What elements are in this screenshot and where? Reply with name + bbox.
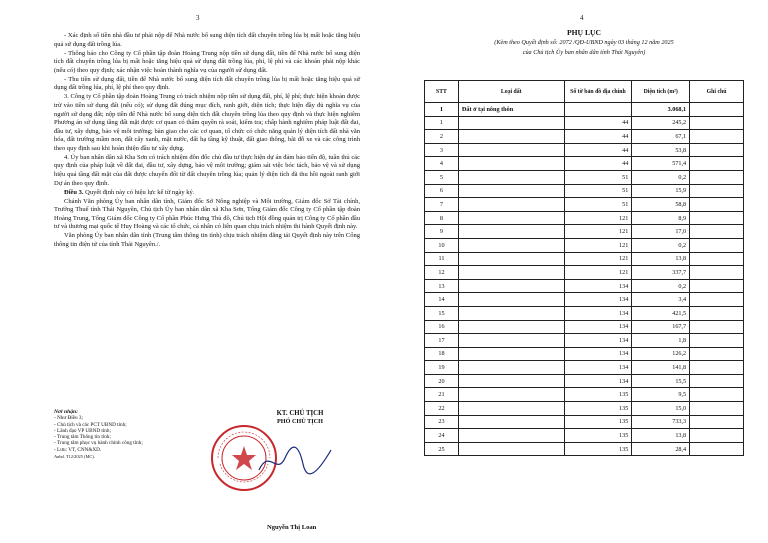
paragraph: 4. Ủy ban nhân dân xã Kha Sơn có trách nhiệm đôn đốc chủ đầu tư thực hiện dự án đảm bảo tiến độ, tuân thủ các quy định của pháp luật về đất đai, đầu tư, xây dựng, bảo vệ môi trường; giám sát việc bóc tách, bảo vệ và sử dụng hiệu quả tầng đất mặt của đất được chuyển đổi từ đất chuyên trồng lúa; quản lý diện tích đã thu hồi ngoài ranh giới Dự án theo quy định. bbox=[54, 153, 360, 187]
cell-land-type bbox=[458, 306, 564, 320]
cell-stt: 23 bbox=[425, 415, 459, 429]
cell-land-type bbox=[458, 266, 564, 280]
cell-land-type bbox=[458, 279, 564, 293]
cell-area: 28,4 bbox=[632, 442, 690, 456]
appendix-subtitle-line2: của Chủ tịch Ủy ban nhân dân tỉnh Thái Nguyên) bbox=[522, 49, 646, 56]
cell-note bbox=[690, 198, 744, 212]
cell-map-sheet: 134 bbox=[564, 306, 632, 320]
cell-note bbox=[690, 103, 744, 117]
table-row bbox=[425, 225, 744, 239]
cell-stt: 25 bbox=[425, 442, 459, 456]
decision-body bbox=[54, 32, 360, 250]
cell-land-type bbox=[458, 293, 564, 307]
cell-land-type bbox=[458, 320, 564, 334]
cell-note bbox=[690, 238, 744, 252]
header-map-sheet: Số tờ bản đồ địa chính bbox=[564, 81, 632, 103]
cell-land-type bbox=[458, 170, 564, 184]
cell-land-type bbox=[458, 184, 564, 198]
cell-area: 15,0 bbox=[632, 402, 690, 416]
cell-map-sheet: 121 bbox=[564, 266, 632, 280]
article-3-text: Quyết định này có hiệu lực kể từ ngày ký. bbox=[83, 188, 195, 196]
appendix-title: PHỤ LỤC bbox=[567, 28, 601, 37]
cell-land-type bbox=[458, 211, 564, 225]
cell-note bbox=[690, 361, 744, 375]
cell-note bbox=[690, 225, 744, 239]
cell-note bbox=[690, 402, 744, 416]
cell-map-sheet: 51 bbox=[564, 198, 632, 212]
recipient-item: - Lãnh đạo VP UBND tỉnh; bbox=[54, 427, 111, 434]
table-row bbox=[425, 211, 744, 225]
table-row bbox=[425, 388, 744, 402]
table-row bbox=[425, 130, 744, 144]
cell-map-sheet: 135 bbox=[564, 429, 632, 443]
cell-land-type bbox=[458, 116, 564, 130]
recipient-item: - Trung tâm phục vụ hành chính công tỉnh; bbox=[54, 440, 143, 447]
cell-stt: 4 bbox=[425, 157, 459, 171]
cell-note bbox=[690, 334, 744, 348]
recipient-item: - Chủ tịch và các PCT UBND tỉnh; bbox=[54, 421, 127, 428]
recipients-note: Anhd. T12/2025 (MC). bbox=[54, 454, 95, 460]
table-row bbox=[425, 442, 744, 456]
table-header-row bbox=[425, 81, 744, 103]
cell-map-sheet: 51 bbox=[564, 170, 632, 184]
cell-note bbox=[690, 388, 744, 402]
cell-map-sheet: 135 bbox=[564, 442, 632, 456]
cell-land-type bbox=[458, 157, 564, 171]
cell-note bbox=[690, 429, 744, 443]
cell-stt: 9 bbox=[425, 225, 459, 239]
cell-stt: 18 bbox=[425, 347, 459, 361]
paragraph: 3. Công ty Cổ phần tập đoàn Hoàng Trung có trách nhiệm nộp tiền sử dụng đất, phí, lệ phí; thực hiện khoản được trừ vào tiền sử dụng đất (nếu có); sử dụng đất đúng mục đích, ranh giới, diện tích; thực hiện đầy đủ nghĩa vụ của người sử dụng đất; nộp tiền để Nhà nước bổ sung diện tích đất chuyên trồng lúa theo quy định và thực hiện nghiêm Phương án sử dụng tầng đất mặt được cơ quan có thẩm quyền rà soát, kiểm tra; chấp hành nghiêm pháp luật đất đai, đầu tư, xây dựng, bảo vệ môi trường; bàn giao cho các cơ quan, tổ chức có chức năng quản lý diện tích đất nhà văn hóa, đất trường mầm non, đất cây xanh, mặt nước, đất hạ tầng kỹ thuật, đất giao thông, bãi đỗ xe và các công trình theo quy định sau khi hoàn thiện đầu tư xây dựng. bbox=[54, 93, 360, 152]
cell-stt: 19 bbox=[425, 361, 459, 375]
paragraph: - Thông báo cho Công ty Cổ phần tập đoàn Hoàng Trung nộp tiền sử dụng đất, tiền để Nhà nước bổ sung diện tích đất chuyên trồng lúa bị mất hoặc tăng hiệu quả sử dụng đất trồng lúa, phí, lệ phí và các khoản phải nộp khác (nếu có) theo quy định; xác nhận việc hoàn thành nghĩa vụ của người sử dụng đất. bbox=[54, 49, 360, 74]
recipients-block bbox=[54, 409, 224, 460]
table-row bbox=[425, 252, 744, 266]
cell-stt: 3 bbox=[425, 143, 459, 157]
table-row bbox=[425, 347, 744, 361]
table-row bbox=[425, 116, 744, 130]
cell-area: 3.068,1 bbox=[632, 103, 690, 117]
cell-stt: 20 bbox=[425, 374, 459, 388]
cell-note bbox=[690, 130, 744, 144]
cell-map-sheet: 44 bbox=[564, 143, 632, 157]
page-number: 3 bbox=[196, 14, 200, 22]
cell-area: 13,8 bbox=[632, 252, 690, 266]
cell-note bbox=[690, 211, 744, 225]
cell-area: 9,5 bbox=[632, 388, 690, 402]
cell-map-sheet bbox=[564, 103, 632, 117]
table-row bbox=[425, 415, 744, 429]
cell-area: 245,2 bbox=[632, 116, 690, 130]
header-area: Diện tích (m²) bbox=[632, 81, 690, 103]
table-row bbox=[425, 361, 744, 375]
cell-map-sheet: 134 bbox=[564, 320, 632, 334]
cell-map-sheet: 134 bbox=[564, 279, 632, 293]
paragraph: Chánh Văn phòng Ủy ban nhân dân tỉnh, Giám đốc Sở Nông nghiệp và Môi trường, Giám đốc Sở Tài chính, Trưởng Thuế tỉnh Thái Nguyên, Chủ tịch Ủy ban nhân dân xã Kha Sơn, Tổng Giám đốc Công ty Cổ phần tập đoàn Hoàng Trung, Tổng Giám đốc Công ty Cổ phần Phúc Hưng Thủ đô, Chủ tịch Hội đồng quản trị Công ty Cổ phần đầu tư và thương mại quốc tế Huy Hoàng và các tổ chức, cá nhân có liên quan chịu trách nhiệm thi hành Quyết định này. bbox=[54, 197, 360, 231]
table-summary-row bbox=[425, 103, 744, 117]
cell-land-type bbox=[458, 143, 564, 157]
cell-area: 58,8 bbox=[632, 198, 690, 212]
cell-map-sheet: 134 bbox=[564, 347, 632, 361]
cell-note bbox=[690, 170, 744, 184]
cell-area: 571,4 bbox=[632, 157, 690, 171]
cell-area: 1,8 bbox=[632, 334, 690, 348]
appendix-subtitle-line1: (Kèm theo Quyết định số: 2072 /QĐ-UBND ngày 03 tháng 12 năm 2025 bbox=[494, 39, 674, 46]
document-page-4 bbox=[384, 0, 768, 543]
cell-stt: 5 bbox=[425, 170, 459, 184]
cell-stt: 14 bbox=[425, 293, 459, 307]
cell-land-type bbox=[458, 252, 564, 266]
cell-stt: 13 bbox=[425, 279, 459, 293]
cell-map-sheet: 51 bbox=[564, 184, 632, 198]
cell-land-type bbox=[458, 402, 564, 416]
cell-area: 15,9 bbox=[632, 184, 690, 198]
cell-area: 167,7 bbox=[632, 320, 690, 334]
cell-area: 13,8 bbox=[632, 429, 690, 443]
cell-area: 67,1 bbox=[632, 130, 690, 144]
cell-area: 733,3 bbox=[632, 415, 690, 429]
cell-note bbox=[690, 266, 744, 280]
cell-map-sheet: 135 bbox=[564, 388, 632, 402]
cell-note bbox=[690, 116, 744, 130]
cell-stt: 12 bbox=[425, 266, 459, 280]
cell-land-type bbox=[458, 429, 564, 443]
header-note: Ghi chú bbox=[690, 81, 744, 103]
cell-stt: 7 bbox=[425, 198, 459, 212]
table-row bbox=[425, 238, 744, 252]
paragraph: Văn phòng Ủy ban nhân dân tỉnh (Trung tâm thông tin tỉnh) chịu trách nhiệm đăng tải Quyết định này trên Cổng thông tin điện tử của tỉnh Thái Nguyên./. bbox=[54, 232, 360, 248]
cell-stt: 16 bbox=[425, 320, 459, 334]
cell-map-sheet: 44 bbox=[564, 130, 632, 144]
cell-note bbox=[690, 442, 744, 456]
table-row bbox=[425, 293, 744, 307]
cell-note bbox=[690, 143, 744, 157]
cell-land-type bbox=[458, 415, 564, 429]
cell-map-sheet: 121 bbox=[564, 238, 632, 252]
cell-map-sheet: 134 bbox=[564, 293, 632, 307]
cell-stt: I bbox=[425, 103, 459, 117]
cell-stt: 11 bbox=[425, 252, 459, 266]
cell-area: 141,8 bbox=[632, 361, 690, 375]
table-row bbox=[425, 266, 744, 280]
cell-area: 17,0 bbox=[632, 225, 690, 239]
recipient-item: - Như Điều 3; bbox=[54, 415, 83, 422]
appendix-header bbox=[424, 28, 744, 57]
cell-map-sheet: 121 bbox=[564, 252, 632, 266]
cell-area: 15,5 bbox=[632, 374, 690, 388]
table-row bbox=[425, 334, 744, 348]
paragraph: - Xác định số tiền nhà đầu tư phải nộp để Nhà nước bổ sung diện tích đất chuyên trồng lúa bị mất hoặc tăng hiệu quả sử dụng đất trồng lúa. bbox=[54, 32, 360, 48]
table-row bbox=[425, 306, 744, 320]
cell-land-type bbox=[458, 334, 564, 348]
cell-stt: 1 bbox=[425, 116, 459, 130]
recipient-item: - Trung tâm Thông tin tỉnh; bbox=[54, 434, 111, 441]
cell-map-sheet: 121 bbox=[564, 225, 632, 239]
signature-subtitle: PHÓ CHỦ TỊCH bbox=[277, 418, 323, 425]
cell-land-type bbox=[458, 361, 564, 375]
cell-area: 0,2 bbox=[632, 279, 690, 293]
paragraph: - Thu tiền sử dụng đất, tiền để Nhà nước bổ sung diện tích đất chuyên trồng lúa bị mất hoặc tăng hiệu quả sử dụng đất trồng lúa, phí, lệ phí theo quy định. bbox=[54, 75, 360, 92]
cell-note bbox=[690, 252, 744, 266]
table-row bbox=[425, 320, 744, 334]
cell-stt: 24 bbox=[425, 429, 459, 443]
recipients-heading: Nơi nhận: bbox=[54, 409, 78, 415]
signature-block bbox=[215, 410, 385, 531]
cell-stt: 10 bbox=[425, 238, 459, 252]
cell-map-sheet: 134 bbox=[564, 334, 632, 348]
cell-area: 0,2 bbox=[632, 238, 690, 252]
cell-area: 53,8 bbox=[632, 143, 690, 157]
cell-note bbox=[690, 415, 744, 429]
cell-stt: 6 bbox=[425, 184, 459, 198]
table-row bbox=[425, 184, 744, 198]
table-row bbox=[425, 157, 744, 171]
table-row bbox=[425, 143, 744, 157]
cell-land-type bbox=[458, 238, 564, 252]
cell-area: 0,2 bbox=[632, 170, 690, 184]
cell-map-sheet: 135 bbox=[564, 415, 632, 429]
signature-icon bbox=[255, 440, 335, 480]
article-3-label: Điều 3. bbox=[64, 188, 84, 196]
cell-area: 3,4 bbox=[632, 293, 690, 307]
cell-land-type bbox=[458, 198, 564, 212]
table-row bbox=[425, 374, 744, 388]
cell-note bbox=[690, 184, 744, 198]
cell-area: 126,2 bbox=[632, 347, 690, 361]
recipient-item: - Lưu: VT, CNN&XD. bbox=[54, 446, 102, 453]
cell-stt: 21 bbox=[425, 388, 459, 402]
cell-map-sheet: 135 bbox=[564, 402, 632, 416]
cell-stt: 8 bbox=[425, 211, 459, 225]
cell-map-sheet: 134 bbox=[564, 361, 632, 375]
cell-note bbox=[690, 157, 744, 171]
cell-map-sheet: 134 bbox=[564, 374, 632, 388]
cell-land-type bbox=[458, 347, 564, 361]
cell-stt: 22 bbox=[425, 402, 459, 416]
cell-stt: 2 bbox=[425, 130, 459, 144]
cell-area: 421,5 bbox=[632, 306, 690, 320]
land-area-table bbox=[424, 80, 744, 456]
cell-map-sheet: 44 bbox=[564, 157, 632, 171]
cell-land-type bbox=[458, 388, 564, 402]
signer-name: Nguyễn Thị Loan bbox=[267, 524, 317, 531]
cell-area: 8,9 bbox=[632, 211, 690, 225]
cell-note bbox=[690, 279, 744, 293]
header-stt: STT bbox=[425, 81, 459, 103]
cell-note bbox=[690, 320, 744, 334]
table-row bbox=[425, 198, 744, 212]
table-row bbox=[425, 402, 744, 416]
cell-note bbox=[690, 306, 744, 320]
page-number: 4 bbox=[580, 14, 584, 22]
cell-note bbox=[690, 347, 744, 361]
table-row bbox=[425, 429, 744, 443]
cell-land-type bbox=[458, 374, 564, 388]
article-3 bbox=[54, 189, 360, 198]
cell-land-type bbox=[458, 442, 564, 456]
cell-land-type: Đất ở tại nông thôn bbox=[458, 103, 564, 117]
cell-area: 337,7 bbox=[632, 266, 690, 280]
cell-note bbox=[690, 374, 744, 388]
cell-map-sheet: 121 bbox=[564, 211, 632, 225]
cell-note bbox=[690, 293, 744, 307]
cell-land-type bbox=[458, 130, 564, 144]
table-row bbox=[425, 170, 744, 184]
cell-map-sheet: 44 bbox=[564, 116, 632, 130]
cell-stt: 17 bbox=[425, 334, 459, 348]
cell-land-type bbox=[458, 225, 564, 239]
signature-title: KT. CHỦ TỊCH bbox=[276, 410, 324, 417]
header-land-type: Loại đất bbox=[458, 81, 564, 103]
cell-stt: 15 bbox=[425, 306, 459, 320]
table-row bbox=[425, 279, 744, 293]
